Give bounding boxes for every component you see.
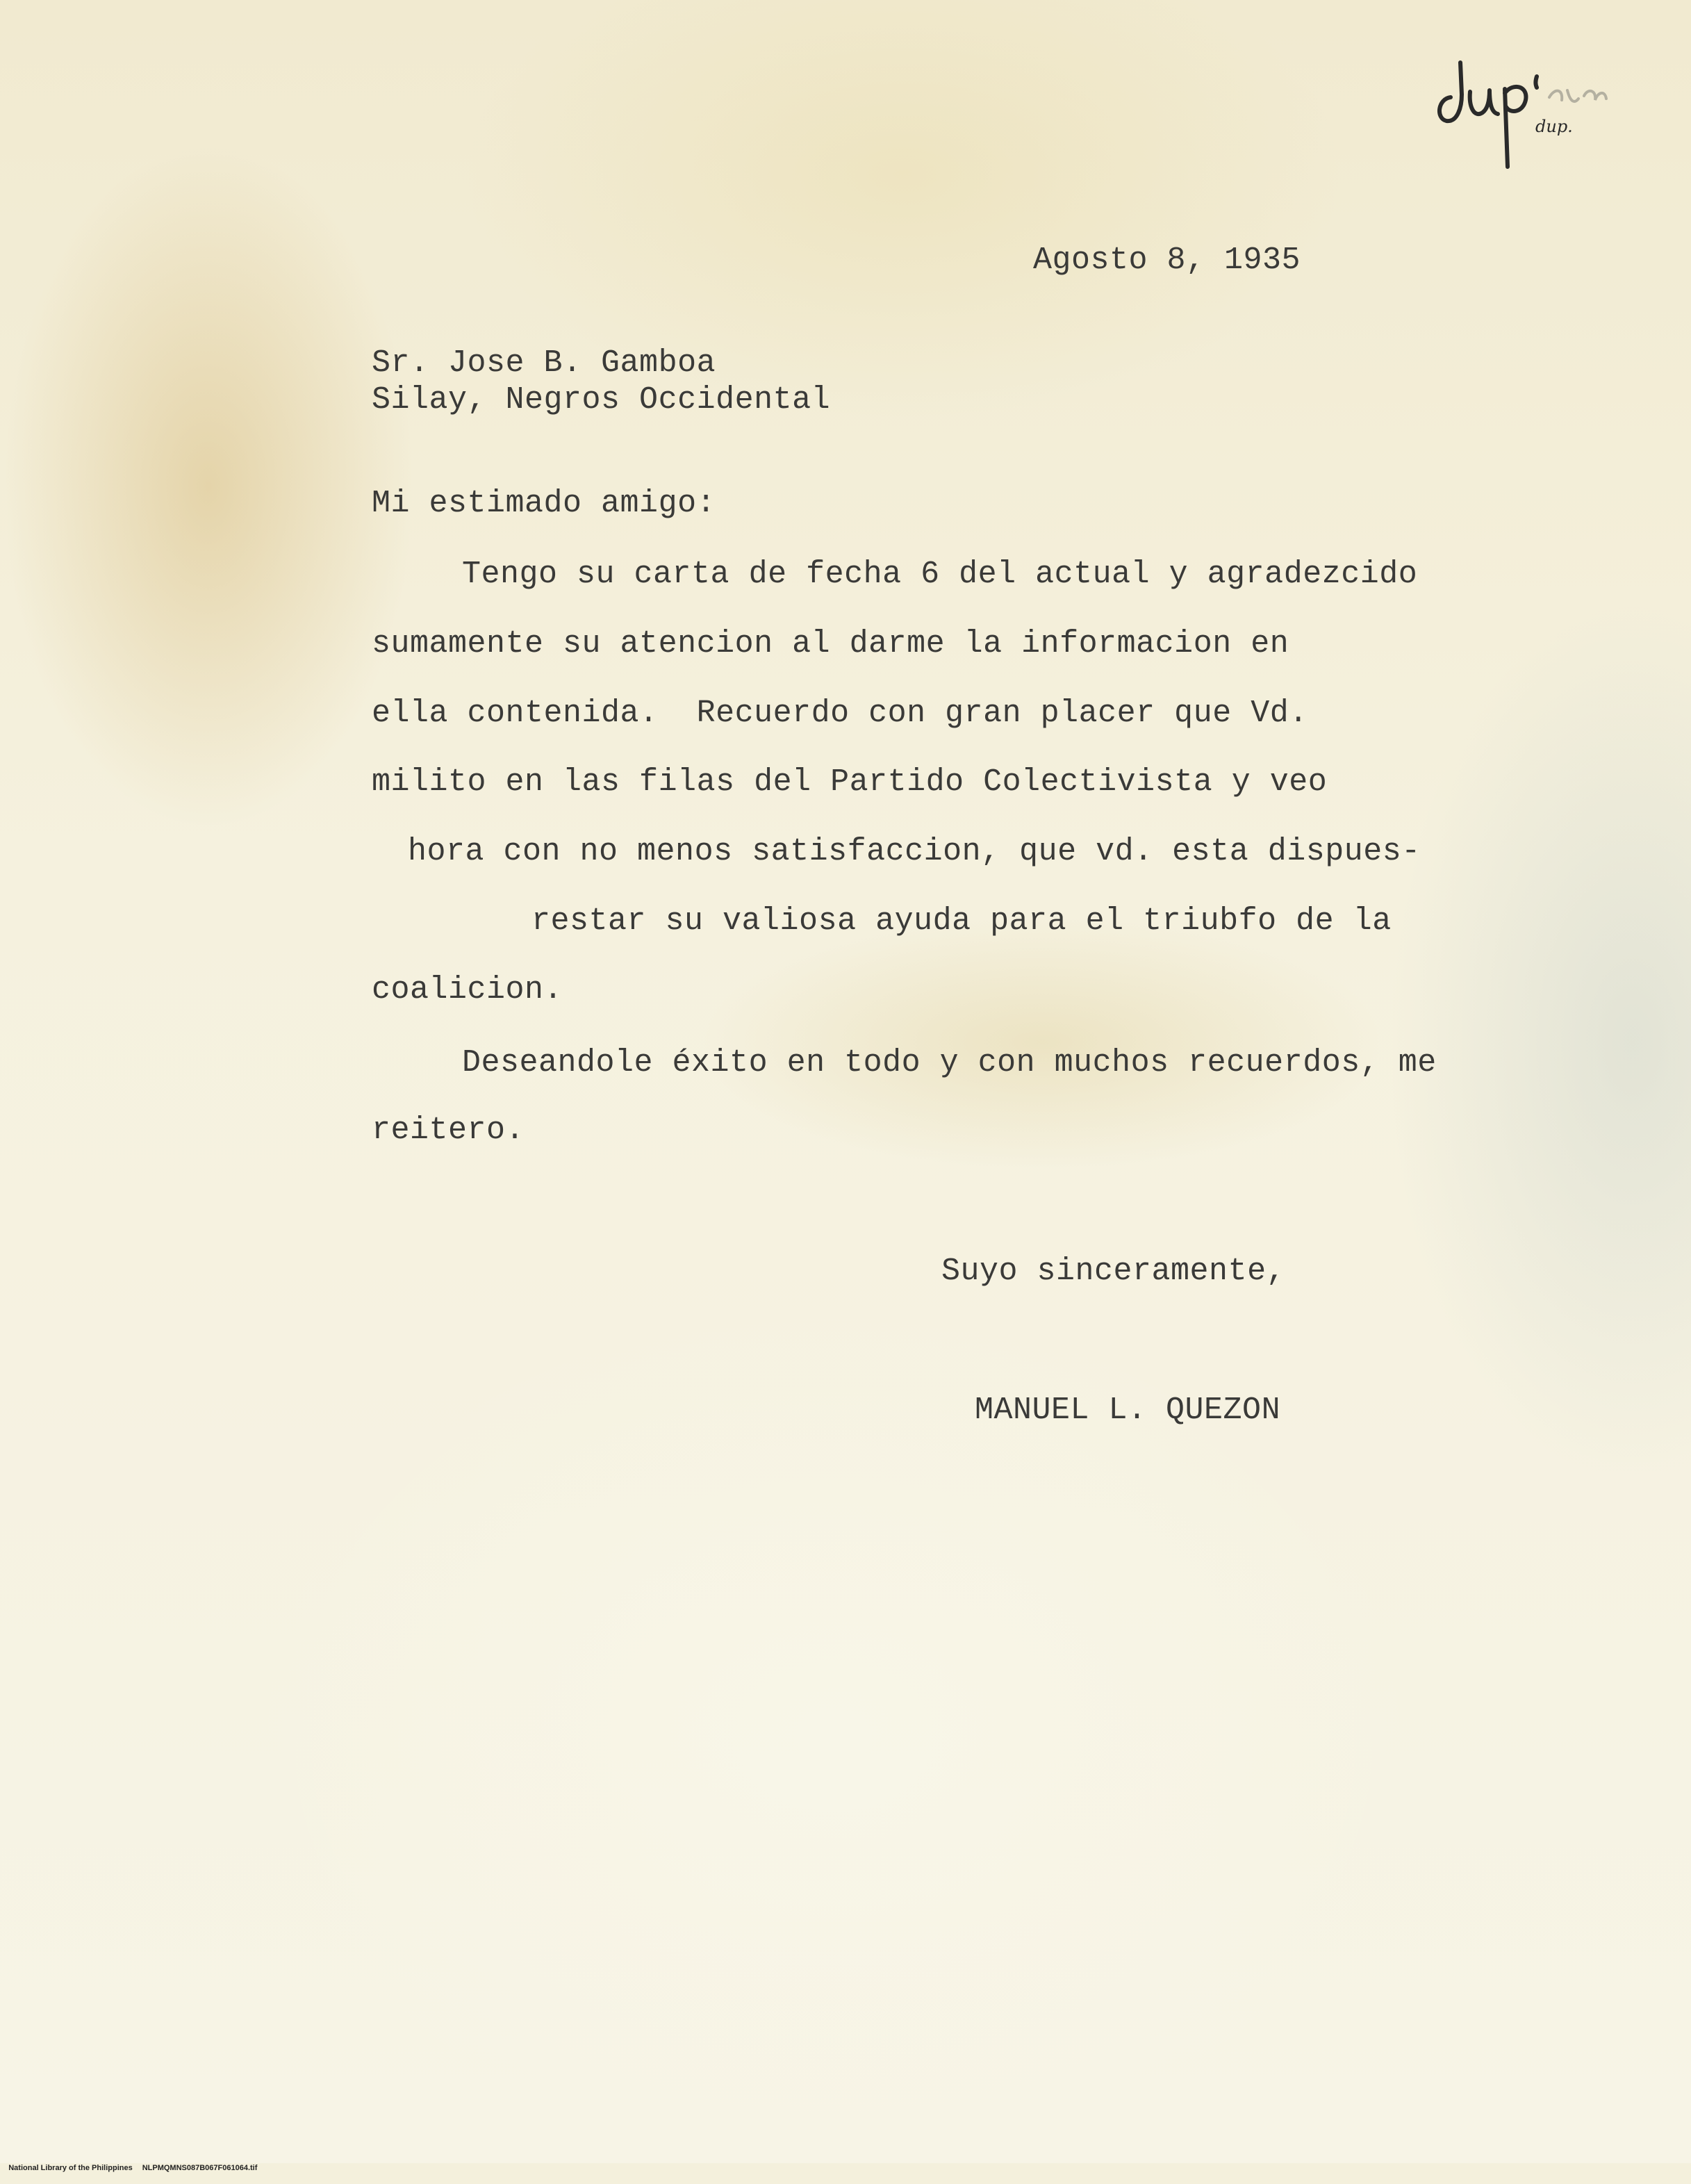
recipient-name: Sr. Jose B. Gamboa: [372, 345, 716, 381]
body-line: ella contenida. Recuerdo con gran placer que Vd.: [372, 696, 1308, 731]
signature-name: MANUEL L. QUEZON: [975, 1393, 1281, 1428]
footer-file-id: NLPMQMNS087B067F061064.tif: [142, 2164, 258, 2172]
closing-line: Deseandole éxito en todo y con muchos recuerdos, me: [462, 1045, 1437, 1081]
closing-line: reitero.: [372, 1112, 525, 1148]
recipient-address: Silay, Negros Occidental: [372, 382, 831, 418]
body-line: restar su valiosa ayuda para el triubfo de la: [531, 903, 1392, 939]
body-line: hora con no menos satisfaccion, que vd. esta dispues-: [408, 834, 1421, 869]
complimentary-close: Suyo sinceramente,: [941, 1254, 1286, 1289]
body-line: coalicion.: [372, 972, 563, 1008]
letter-date: Agosto 8, 1935: [1033, 243, 1301, 278]
body-line: Tengo su carta de fecha 6 del actual y agradezcido: [462, 557, 1418, 592]
body-line: sumamente su atencion al darme la informacion en: [372, 626, 1289, 662]
footer-institution: National Library of the Philippines: [8, 2164, 133, 2172]
archive-footer: [0, 2153, 267, 2172]
handwritten-annotation: [1431, 49, 1612, 167]
body-line: milito en las filas del Partido Colectivista y veo: [372, 764, 1328, 800]
salutation: Mi estimado amigo:: [372, 486, 716, 521]
annotation-text: dup.: [1535, 117, 1573, 136]
